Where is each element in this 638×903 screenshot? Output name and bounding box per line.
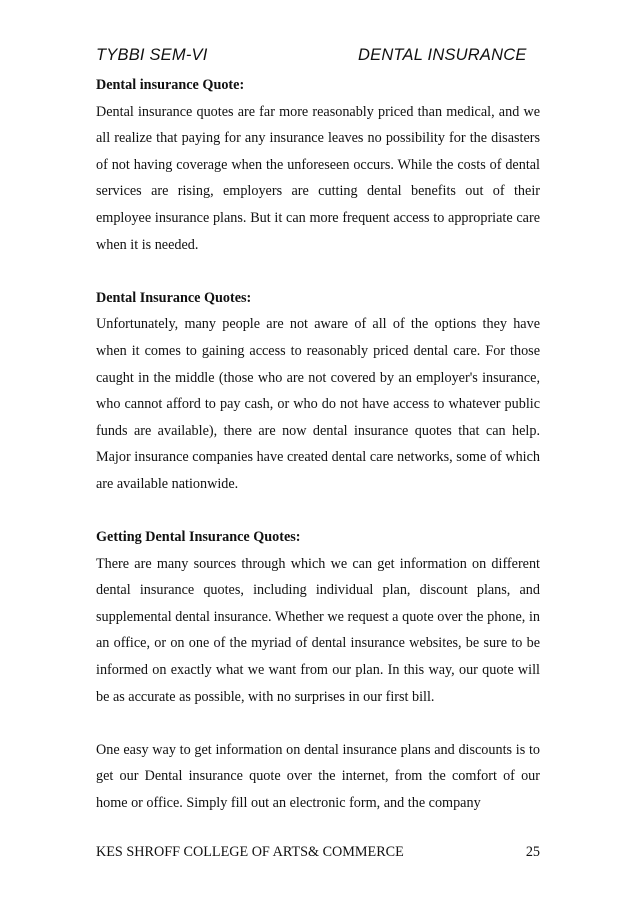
section-getting-dental-insurance-quotes — [96, 524, 540, 710]
section-paragraph: Unfortunately, many people are not aware of all of the options they have when it comes to gaining access to reasonably priced dental care. For those caught in the middle (those who are not covered by an employer's insurance, who cannot afford to pay cash, or who do not have access to whatever public funds are available), there are now dental insurance quotes that can help. Major insurance companies have created dental care networks, some of which are available nationwide. — [96, 316, 540, 492]
page-footer — [96, 844, 540, 864]
section-heading: Dental Insurance Quotes: — [96, 289, 252, 306]
section-dental-insurance-quote — [96, 72, 540, 258]
header-course: TYBBI SEM-VI — [96, 46, 208, 64]
section-paragraph: There are many sources through which we can get information on different dental insurance quotes, including individual plan, discount plans, and supplemental dental insurance. Whether we request a quote over the phone, in an office, or on one of the myriad of dental insurance websites, be sure to be informed on exactly what we want from our plan. In this way, our quote will be as accurate as possible, with no surprises in our first bill. — [96, 555, 540, 705]
page-number: 25 — [525, 844, 540, 860]
header-subject: DENTAL INSURANCE — [358, 46, 527, 64]
page-content — [96, 72, 540, 843]
section-paragraph: Dental insurance quotes are far more reasonably priced than medical, and we all realize that paying for any insurance leaves no possibility for the disasters of not having coverage when the unforeseen occurs. While the costs of dental services are rising, employers are cutting dental benefits out of their employee insurance plans. But it can more frequent access to appropriate care when it is needed. — [96, 103, 540, 253]
page-header — [96, 46, 540, 70]
footer-college-name: KES SHROFF COLLEGE OF ARTS& COMMERCE — [96, 844, 404, 860]
section-dental-insurance-quotes — [96, 285, 540, 498]
section-internet-quote — [96, 737, 540, 817]
section-heading: Dental insurance Quote: — [96, 77, 245, 93]
section-heading: Getting Dental Insurance Quotes: — [96, 529, 301, 546]
section-paragraph: One easy way to get information on dental insurance plans and discounts is to get our Dental insurance quote over the internet, from the comfort of our home or office. Simply fill out an electronic form, and the company — [96, 741, 540, 812]
